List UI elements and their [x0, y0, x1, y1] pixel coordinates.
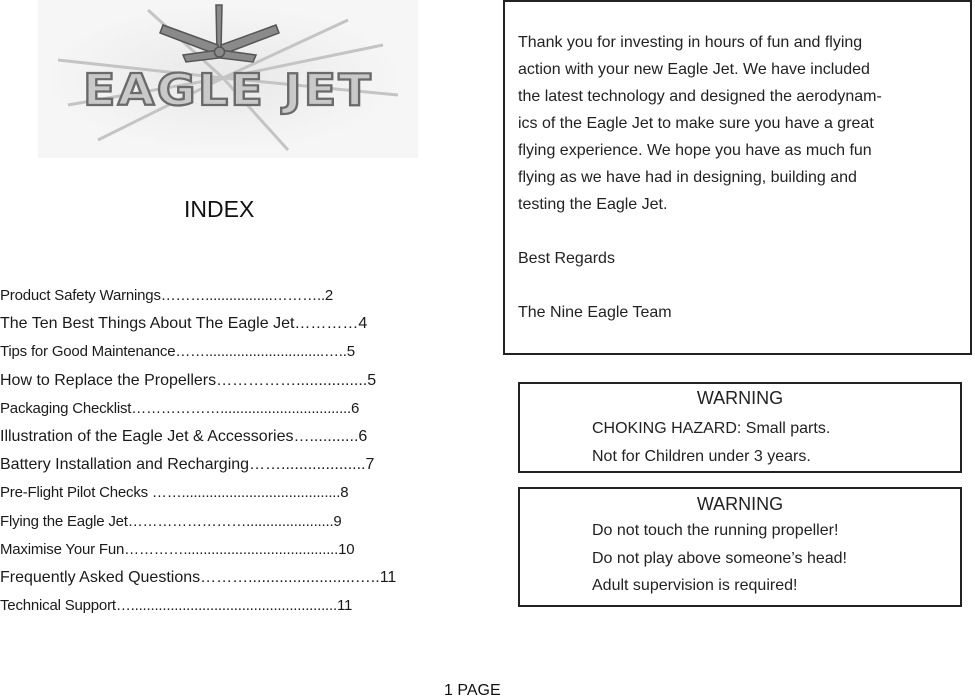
choking-hazard-warning [518, 382, 962, 473]
warning-title: WARNING [696, 494, 784, 514]
thanks-line: action with your new Eagle Jet. We have included [518, 61, 870, 78]
toc-entry: Packaging Checklist……………….................................6 [0, 399, 360, 417]
warning-line: Do not touch the running propeller! [592, 522, 839, 539]
warning-title: WARNING [696, 388, 784, 408]
regards-text: Best Regards [518, 250, 615, 267]
warning-line: CHOKING HAZARD: Small parts. [592, 420, 831, 437]
page-number: 1 PAGE [444, 682, 501, 699]
toc-entry: Battery Installation and Recharging……...................7 [0, 456, 375, 474]
thanks-line: flying as we have had in designing, building and [518, 169, 857, 186]
warning-line: Adult supervision is required! [592, 577, 798, 594]
toc-entry: Tips for Good Maintenance……..............................…..5 [0, 343, 355, 361]
toc-entry: Maximise Your Fun………….......................................10 [0, 540, 355, 558]
toc-entry: Product Safety Warnings……….................………..2 [0, 287, 334, 304]
thanks-line: ics of the Eagle Jet to make sure you have a great [518, 115, 874, 132]
toc-entry: Illustration of the Eagle Jet & Accessories…...........6 [0, 427, 368, 445]
thank-you-message-box [503, 0, 972, 355]
thanks-line: the latest technology and designed the aerodynam- [518, 88, 882, 105]
propeller-warning [518, 487, 962, 607]
index-title: INDEX [184, 196, 255, 222]
warning-line: Do not play above someone’s head! [592, 550, 847, 567]
thanks-line: testing the Eagle Jet. [518, 196, 668, 213]
warning-line: Not for Children under 3 years. [592, 448, 811, 465]
toc-entry: Technical Support…....................................................11 [0, 597, 353, 615]
toc-entry: The Ten Best Things About The Eagle Jet…………4 [0, 315, 368, 333]
thanks-line: flying experience. We hope you have as much fun [518, 142, 872, 159]
toc-entry: How to Replace the Propellers……………................5 [0, 371, 377, 389]
signature-text: The Nine Eagle Team [518, 304, 672, 321]
table-of-contents [0, 282, 445, 620]
toc-entry: Frequently Asked Questions………........................…..11 [0, 568, 397, 586]
toc-entry: Flying the Eagle Jet……………………......................9 [0, 512, 342, 530]
thanks-line: Thank you for investing in hours of fun and flying [518, 34, 863, 51]
logo-text: EAGLE JET [83, 65, 373, 116]
eagle-jet-logo [38, 0, 418, 158]
toc-entry: Pre-Flight Pilot Checks ……........................................8 [0, 484, 349, 502]
